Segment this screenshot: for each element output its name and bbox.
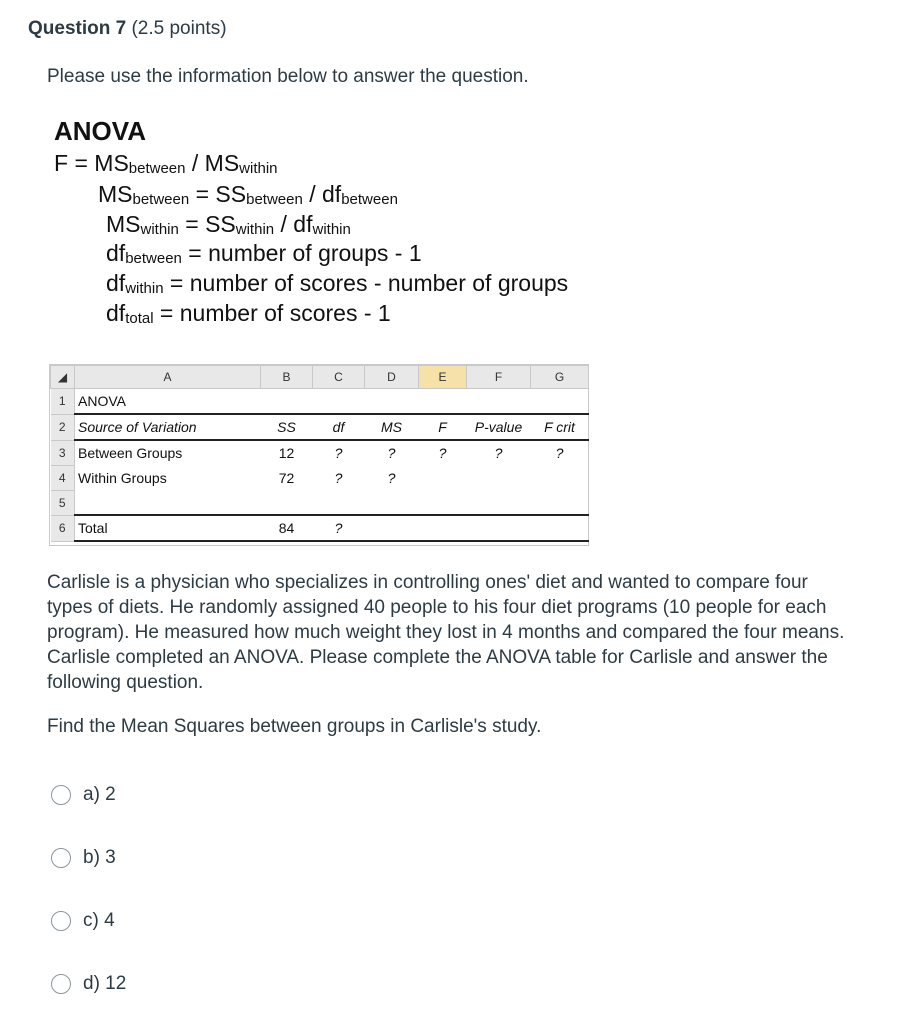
question-header [28, 18, 227, 40]
radio-button[interactable] [51, 974, 71, 994]
col-header-d: D [365, 366, 419, 389]
cell-a1: ANOVA [78, 393, 126, 409]
option-b[interactable] [51, 847, 116, 869]
row-number: 6 [51, 515, 75, 541]
formula-f: $F = MS_{between} / MS_{within}$ [54, 150, 278, 177]
radio-button[interactable] [51, 911, 71, 931]
sheet-column-headers [51, 366, 589, 389]
header-ms: MS [365, 414, 419, 440]
question-points: (2.5 points) [131, 18, 227, 39]
header-fcrit: F crit [531, 414, 589, 440]
row-number: 5 [51, 490, 75, 515]
formula-ms-between: $MS_{between} = SS_{between} / df_{between}$ [98, 181, 398, 208]
row-number: 1 [51, 389, 75, 415]
table-row [51, 414, 589, 440]
col-header-e: E [419, 366, 467, 389]
option-c[interactable] [51, 910, 115, 932]
header-pvalue: P-value [467, 414, 531, 440]
table-row [51, 389, 589, 415]
question-intro: Please use the information below to answer the question. [47, 66, 529, 87]
row-number: 2 [51, 414, 75, 440]
row-number: 4 [51, 465, 75, 490]
question-prompt: Find the Mean Squares between groups in Carlisle's study. [47, 716, 542, 737]
sheet-corner: ◢ [51, 366, 75, 389]
col-header-c: C [313, 366, 365, 389]
anova-spreadsheet-image [49, 364, 589, 546]
table-row [51, 490, 589, 515]
header-source: Source of Variation [75, 414, 261, 440]
formula-heading: ANOVA [54, 116, 146, 146]
option-a-label: a) 2 [83, 784, 116, 805]
radio-button[interactable] [51, 785, 71, 805]
table-row: 4 Within Groups 72 ? ? [51, 465, 589, 490]
col-header-b: B [261, 366, 313, 389]
scenario-text: Carlisle is a physician who specializes in controlling ones' diet and wanted to compare four types of diets. He randomly assigned 40 people to his four diet programs (10 people for each program). He measured how much weight they lost in 4 months and compared the four means. Carlisle completed an ANOVA. Please complete the ANOVA table for Carlisle and answer the following question. [47, 572, 845, 693]
header-df: df [313, 414, 365, 440]
table-row: 6 Total 84 ? [51, 515, 589, 541]
option-b-label: b) 3 [83, 847, 116, 868]
option-d-label: d) 12 [83, 973, 127, 994]
formula-ms-within: $MS_{within} = SS_{within} / df_{within}$ [106, 211, 351, 238]
col-header-f: F [467, 366, 531, 389]
table-row: 3 Between Groups 12 ? ? ? ? ? [51, 440, 589, 465]
radio-button[interactable] [51, 848, 71, 868]
col-header-a: A [75, 366, 261, 389]
col-header-g: G [531, 366, 589, 389]
option-c-label: c) 4 [83, 910, 115, 931]
header-ss: SS [261, 414, 313, 440]
option-a[interactable] [51, 784, 116, 806]
formula-df-between: $df_{between}$ = number of groups - 1 [106, 240, 422, 267]
row-number: 3 [51, 440, 75, 465]
formula-df-total: $df_{total}$ = number of scores - 1 [106, 300, 391, 327]
header-f: F [419, 414, 467, 440]
anova-formula-image [52, 112, 652, 337]
option-d[interactable] [51, 973, 126, 995]
question-title: Question 7 [28, 18, 127, 39]
formula-df-within: $df_{within}$ = number of scores - number of groups [106, 270, 569, 297]
